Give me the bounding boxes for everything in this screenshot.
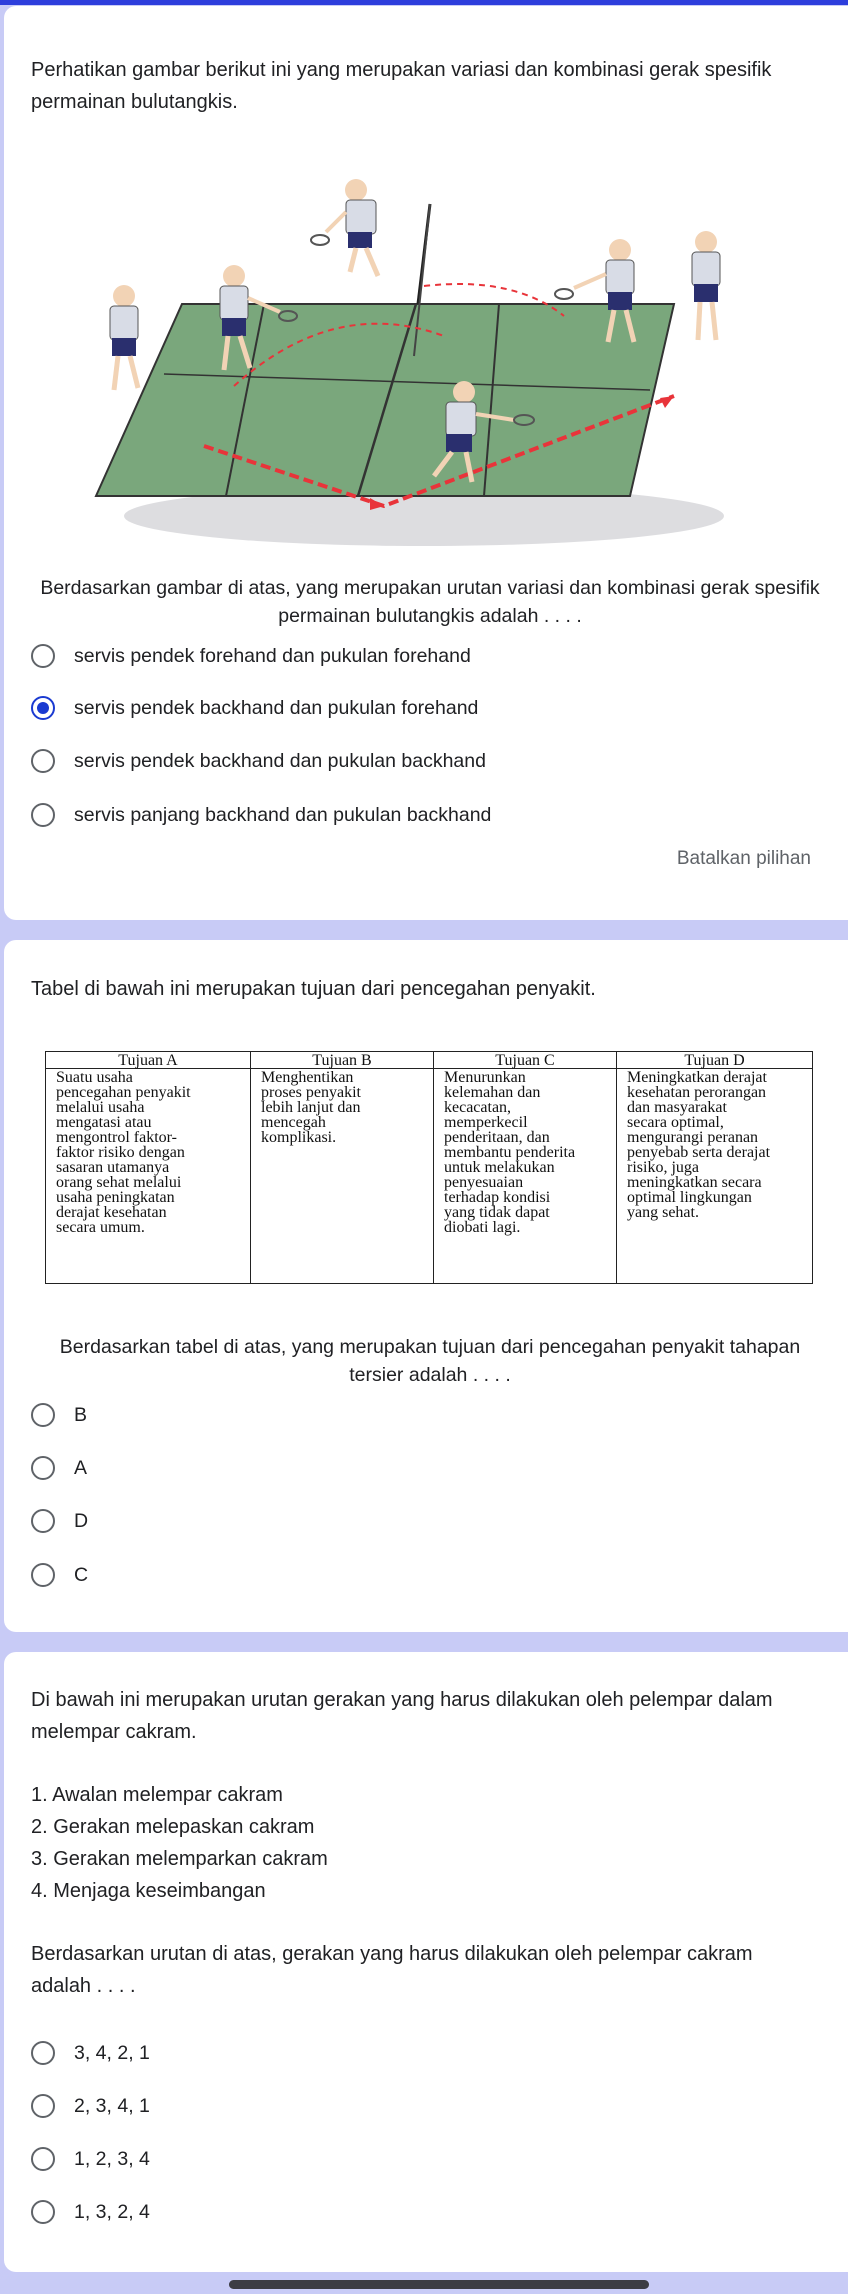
radio-button[interactable] [31,644,55,668]
list-item: 1. Awalan melempar cakram [31,1784,283,1806]
q3-option-2[interactable]: 2, 3, 4, 1 [31,2088,150,2124]
table-cell-line: mengatasi atau [56,1114,152,1131]
court-surface [96,304,674,496]
q3-option-4[interactable]: 1, 3, 2, 4 [31,2194,150,2230]
q2-option-3[interactable]: D [31,1503,88,1539]
table-cell-line: faktor risiko dengan [56,1144,185,1161]
q1-option-4[interactable]: servis panjang backhand dan pukulan backhand [31,797,491,833]
question-intro-text: Tabel di bawah ini merupakan tujuan dari pencegahan penyakit. [31,978,596,1000]
radio-button[interactable] [31,1456,55,1480]
table-cell-line: memperkecil [444,1114,528,1131]
list-item: 4. Menjaga keseimbangan [31,1880,266,1902]
list-item: 3. Gerakan melemparkan cakram [31,1848,328,1870]
table-cell-line: mencegah [261,1114,326,1131]
table-header-cell: Tujuan C [434,1052,617,1069]
q3-option-1[interactable]: 3, 4, 2, 1 [31,2035,150,2071]
table-cell-line: penderitaan, dan [444,1129,550,1146]
table-cell-line: usaha peningkatan [56,1189,175,1206]
radio-button[interactable] [31,1509,55,1533]
table-cell-line: mengontrol faktor- [56,1129,177,1146]
table-cell-line: Menghentikan [261,1069,354,1086]
q2-option-1[interactable]: B [31,1397,87,1433]
question-intro-text: Di bawah ini merupakan urutan gerakan yang harus dilakukan oleh pelempar dalam melempar cakram. [31,1689,773,1743]
radio-button[interactable] [31,2094,55,2118]
table-header-cell: Tujuan D [617,1052,813,1069]
q3-option-3[interactable]: 1, 2, 3, 4 [31,2141,150,2177]
table-cell-line: orang sehat melalui [56,1174,182,1191]
q2-option-2[interactable]: A [31,1450,87,1486]
table-cell-tujuan-b [251,1069,434,1284]
table-cell-line: membantu penderita [444,1144,576,1161]
table-cell-line: melalui usaha [56,1099,145,1116]
radio-button-selected[interactable] [31,696,55,720]
question-1-prompt: Berdasarkan gambar di atas, yang merupakan urutan variasi dan kombinasi gerak spesifik permainan bulutangkis adalah . . . . [40,577,820,627]
table-cell-line: secara umum. [56,1219,145,1236]
table-cell-line: dan masyarakat [627,1099,727,1116]
radio-button[interactable] [31,2147,55,2171]
scrollbar-handle[interactable] [229,2280,649,2289]
table-cell-line: terhadap kondisi [444,1189,551,1206]
table-cell-line: kecacatan, [444,1099,512,1116]
table-header-row [46,1052,813,1069]
question-card-disease-prevention [4,940,848,1632]
table-cell-line: sasaran utamanya [56,1159,170,1176]
table-cell-line: Suatu usaha [56,1069,133,1086]
table-row [46,1069,813,1284]
table-cell-line: kelemahan dan [444,1084,541,1101]
top-accent-bar [0,0,848,5]
table-cell-line: yang tidak dapat [444,1204,550,1221]
question-2-prompt: Berdasarkan tabel di atas, yang merupakan tujuan dari pencegahan penyakit tahapan tersier adalah . . . . [59,1336,801,1386]
table-cell-line: pencegahan penyakit [56,1084,191,1101]
prevention-goals-table [45,1051,813,1284]
table-cell-line: Meningkatkan derajat [627,1069,767,1086]
table-cell-line: kesehatan perorangan [627,1084,767,1101]
table-cell-line: secara optimal, [627,1114,724,1131]
clear-selection-button[interactable]: Batalkan pilihan [676,848,811,869]
table-cell-line: penyebab serta derajat [627,1144,771,1161]
radio-button[interactable] [31,1403,55,1427]
list-item: 2. Gerakan melepaskan cakram [31,1816,315,1838]
table-cell-tujuan-d [617,1069,813,1284]
table-cell-line: komplikasi. [261,1129,337,1146]
table-cell-line: mengurangi peranan [627,1129,759,1146]
table-cell-line: proses penyakit [261,1084,361,1101]
q1-option-1[interactable]: servis pendek forehand dan pukulan forehand [31,638,471,674]
radio-button[interactable] [31,1563,55,1587]
radio-button[interactable] [31,2200,55,2224]
table-cell-line: optimal lingkungan [627,1189,752,1206]
q2-option-4[interactable]: C [31,1557,88,1593]
table-cell-line: meningkatkan secara [627,1174,762,1191]
table-cell-tujuan-c [434,1069,617,1284]
table-cell-line: untuk melakukan [444,1159,555,1176]
radio-button[interactable] [31,2041,55,2065]
player-right-far [692,231,720,340]
question-intro-text: Perhatikan gambar berikut ini yang merupakan variasi dan kombinasi gerak spesifik permainan bulutangkis. [31,59,772,113]
table-cell-tujuan-a [46,1069,251,1284]
table-cell-line: diobati lagi. [444,1219,521,1236]
player-left-far [110,285,138,390]
table-cell-line: derajat kesehatan [56,1204,167,1221]
radio-button[interactable] [31,749,55,773]
q1-option-2[interactable]: servis pendek backhand dan pukulan forehand [31,690,478,726]
table-cell-line: yang sehat. [627,1204,699,1221]
radio-button[interactable] [31,803,55,827]
table-header-cell: Tujuan A [46,1052,251,1069]
table-cell-line: Menurunkan [444,1069,526,1086]
table-cell-line: penyesuaian [444,1174,524,1191]
table-header-cell: Tujuan B [251,1052,434,1069]
badminton-court-illustration [94,176,746,554]
table-cell-line: lebih lanjut dan [261,1099,361,1116]
table-cell-line: risiko, juga [627,1159,699,1176]
q1-option-3[interactable]: servis pendek backhand dan pukulan backhand [31,743,486,779]
question-3-prompt: Berdasarkan urutan di atas, gerakan yang harus dilakukan oleh pelempar cakram adalah . . . . [31,1943,753,1997]
player-top-jumping [311,179,378,276]
